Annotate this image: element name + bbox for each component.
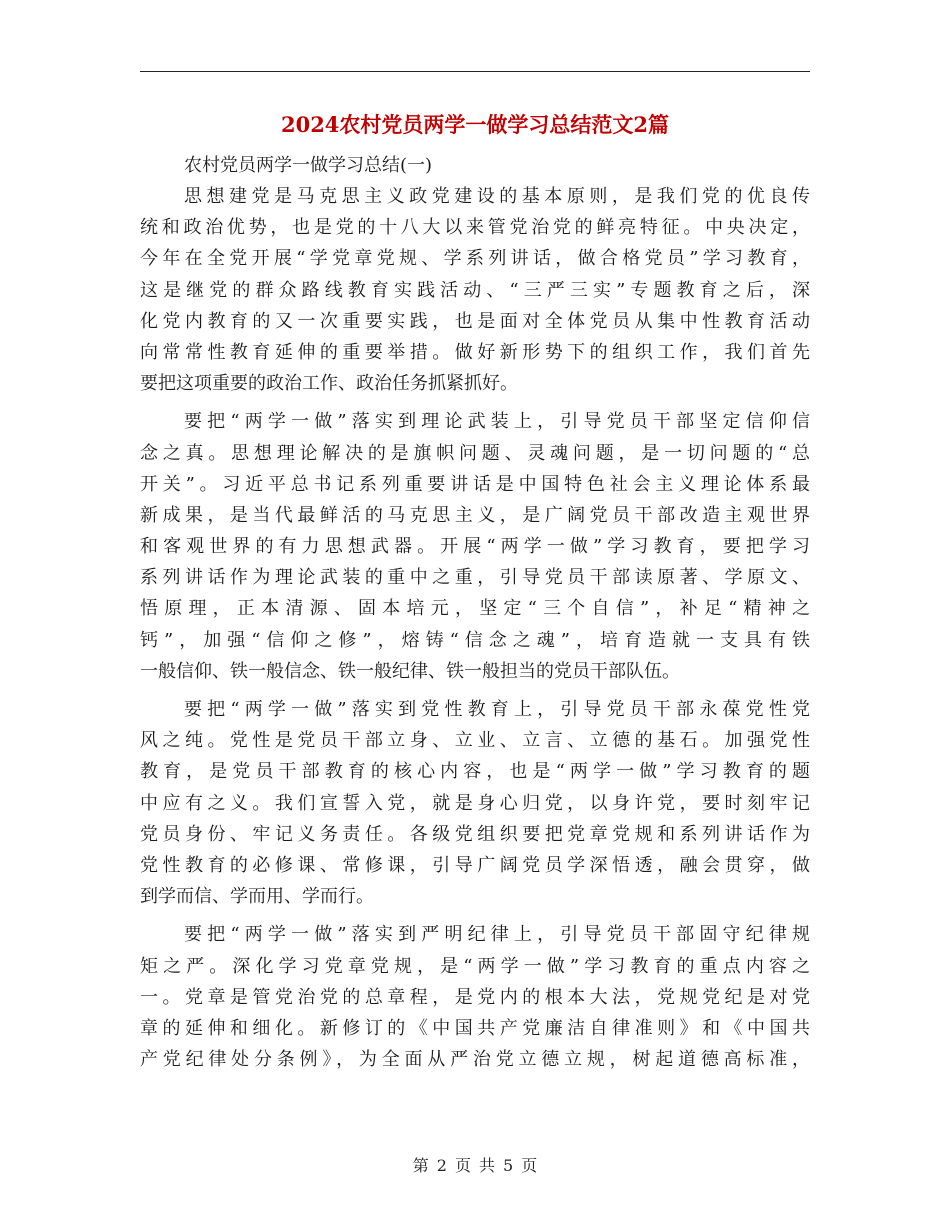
paragraph-line: 要把“两学一做”落实到严明纪律上，引导党员干部固守纪律规 [184,924,810,946]
paragraph-line: 章的延伸和细化。新修订的《中国共产党廉洁自律准则》和《中国共 [140,1017,810,1039]
document-body [140,151,810,1075]
page-footer [0,1154,950,1178]
paragraph-line: 教育，是党员干部教育的核心内容，也是“两学一做”学习教育的题 [140,761,810,783]
section-subtitle: 农村党员两学一做学习总结(一) [184,155,433,176]
paragraph-line: 念之真。思想理论解决的是旗帜问题、灵魂问题，是一切问题的“总 [140,442,810,464]
paragraph-line: 思想建党是马克思主义政党建设的基本原则，是我们党的优良传 [184,186,810,207]
paragraph-line: 化党内教育的又一次重要实践，也是面对全体党员从集中性教育活动 [140,310,810,332]
footer-total-prefix: 共 [479,1156,496,1175]
paragraph-line: 到学而信、学而用、学而行。 [140,886,374,908]
paragraph-line: 要把“两学一做”落实到理论武装上，引导党员干部坚定信仰信 [184,411,810,433]
paragraph-line: 矩之严。深化学习党章党规，是“两学一做”学习教育的重点内容之 [140,955,810,977]
paragraph-line: 钙”，加强“信仰之修”，熔铸“信念之魂”，培育造就一支具有铁 [140,629,810,651]
paragraph [140,406,810,687]
paragraph-line: 新成果，是当代最鲜活的马克思主义，是广阔党员干部改造主观世界 [140,504,810,526]
paragraph-line: 向常常性教育延伸的重要举措。做好新形势下的组织工作，我们首先 [140,341,810,363]
footer-total-pages: 5 [503,1156,514,1175]
paragraph-line: 党员身份、牢记义务责任。各级党组织要把党章党规和系列讲话作为 [140,823,810,845]
paragraph [140,181,810,399]
paragraph-line: 系列讲话作为理论武装的重中之重，引导党员干部读原著、学原文、 [140,567,810,589]
paragraph [140,919,810,1075]
paragraph [140,694,810,912]
paragraph-line: 一。党章是管党治党的总章程，是党内的根本大法，党规党纪是对党 [140,986,810,1008]
paragraph-line: 一般信仰、铁一般信念、铁一般纪律、铁一般担当的党员干部队伍。 [140,660,680,682]
paragraph-line: 要把这项重要的政治工作、政治任务抓紧抓好。 [140,373,518,395]
footer-current-page: 2 [436,1156,447,1175]
paragraph-line: 今年在全党开展“学党章党规、学系列讲话，做合格党员”学习教育， [140,248,810,270]
paragraph-line: 开关”。习近平总书记系列重要讲话是中国特色社会主义理论体系最 [140,473,810,495]
paragraph-line: 党性教育的必修课、常修课，引导广阔党员学深悟透，融会贯穿，做 [140,854,810,876]
paragraph-line: 统和政治优势，也是党的十八大以来管党治党的鲜亮特征。中央决定， [140,217,810,239]
footer-prefix: 第 [412,1156,429,1175]
paragraph-line: 风之纯。党性是党员干部立身、立业、立言、立德的基石。加强党性 [140,730,810,752]
document-title: 2024农村党员两学一做学习总结范文2篇 [280,112,670,137]
footer-page-word: 页 [454,1156,471,1175]
paragraph-line: 中应有之义。我们宣誓入党，就是身心归党，以身许党，要时刻牢记 [140,792,810,814]
paragraph-line: 这是继党的群众路线教育实践活动、“三严三实”专题教育之后，深 [140,279,810,301]
paragraph-line: 和客观世界的有力思想武器。开展“两学一做”学习教育，要把学习 [140,536,810,558]
header-rule [140,71,810,72]
paragraph-line: 悟原理，正本清源、固本培元，坚定“三个自信”，补足“精神之 [140,598,810,620]
paragraph-line: 产党纪律处分条例》，为全面从严治党立德立规，树起道德高标准， [140,1049,810,1071]
footer-suffix: 页 [521,1156,538,1175]
paragraph-line: 要把“两学一做”落实到党性教育上，引导党员干部永葆党性党 [184,699,810,720]
